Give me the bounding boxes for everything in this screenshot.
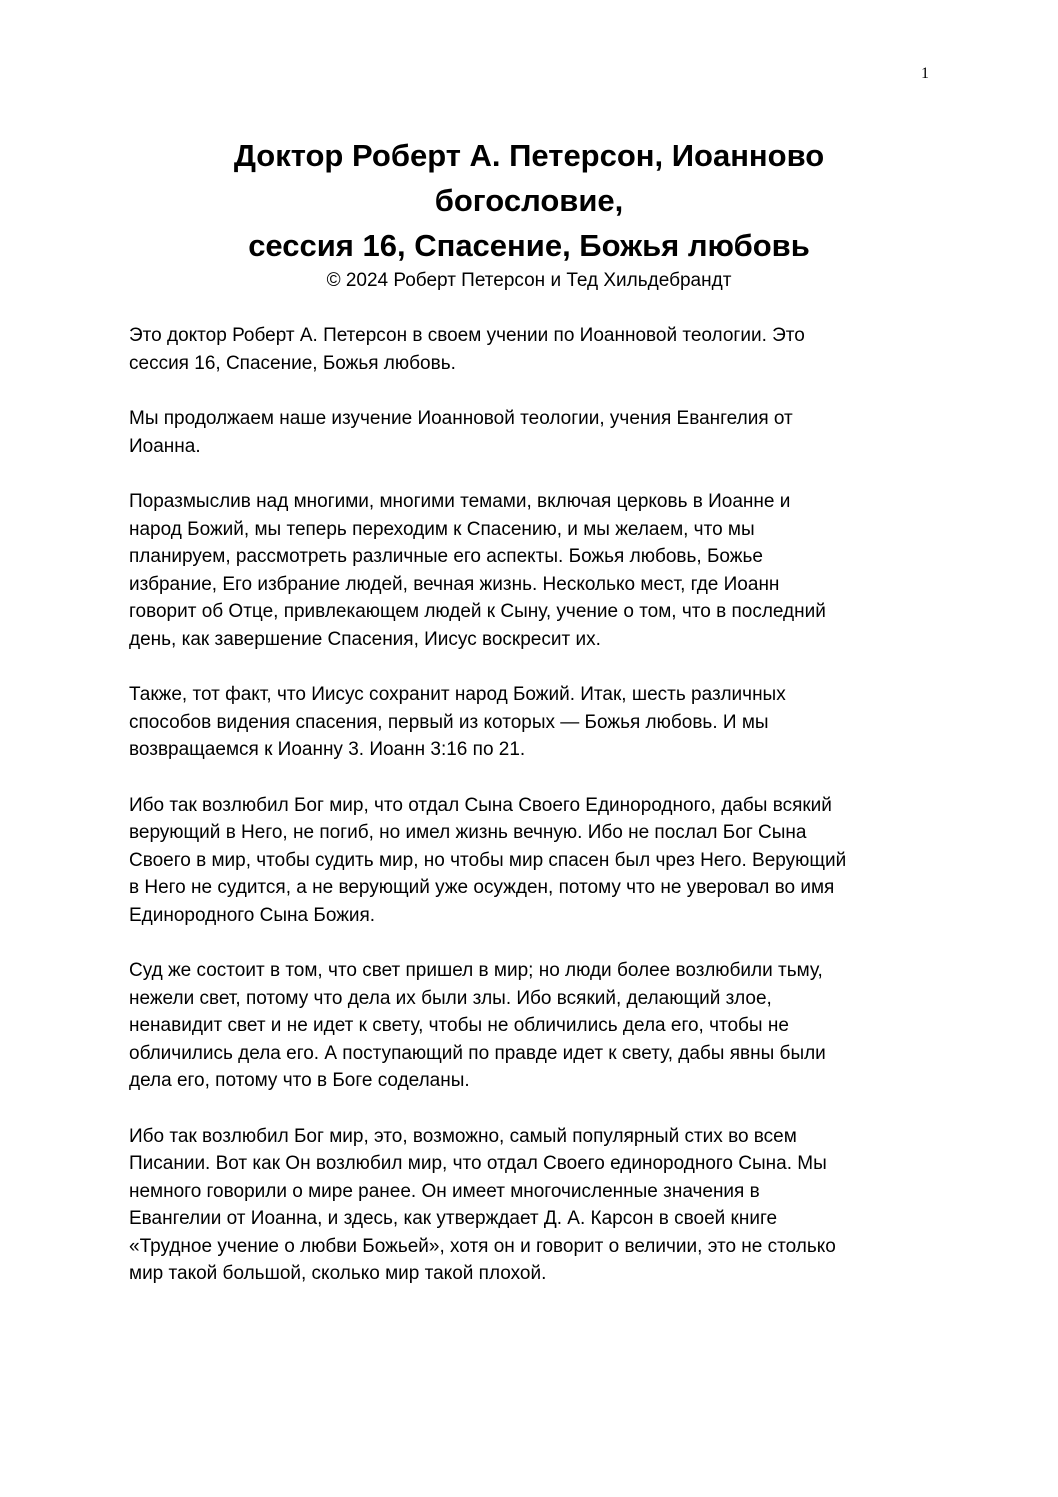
text-line: «Трудное учение о любви Божьей», хотя он и говорит о величии, это не столько bbox=[129, 1235, 836, 1257]
page-number: 1 bbox=[921, 65, 929, 82]
text-line: Поразмыслив над многими, многими темами, включая церковь в Иоанне и bbox=[129, 491, 791, 512]
text-line: Ибо так возлюбил Бог мир, это, возможно, самый популярный стих во всем bbox=[129, 1125, 797, 1147]
text-line: мир такой большой, сколько мир такой плохой. bbox=[129, 1263, 547, 1284]
title-line-3: сессия 16, Спасение, Божья любовь bbox=[248, 228, 810, 263]
text-line: Писании. Вот как Он возлюбил мир, что отдал Своего единородного Сына. Мы bbox=[129, 1153, 827, 1174]
text-line: Ибо так возлюбил Бог мир, что отдал Сына Своего Единородного, дабы всякий bbox=[129, 794, 832, 816]
text-line: народ Божий, мы теперь переходим к Спасению, и мы желаем, что мы bbox=[129, 518, 755, 540]
text-line: говорит об Отце, привлекающем людей к Сыну, учение о том, что в последний bbox=[129, 601, 826, 622]
text-line: Мы продолжаем наше изучение Иоанновой теологии, учения Евангелия от bbox=[129, 408, 793, 429]
text-line: день, как завершение Спасения, Иисус воскресит их. bbox=[129, 628, 601, 650]
title-block bbox=[100, 133, 958, 294]
text-line: Также, тот факт, что Иисус сохранит народ Божий. Итак, шесть различных bbox=[129, 684, 786, 705]
text-line: способов видения спасения, первый из которых — Божья любовь. И мы bbox=[129, 711, 769, 733]
text-line: Суд же состоит в том, что свет пришел в мир; но люди более возлюбили тьму, bbox=[129, 960, 823, 981]
title-line-2: богословие, bbox=[434, 183, 624, 218]
text-line: возвращаемся к Иоанну 3. Иоанн 3:16 по 21. bbox=[129, 739, 526, 760]
text-line: нежели свет, потому что дела их были злы. Ибо всякий, делающий злое, bbox=[129, 987, 772, 1009]
text-line: Это доктор Роберт А. Петерсон в своем учении по Иоанновой теологии. Это bbox=[129, 325, 805, 346]
paragraph-7 bbox=[129, 1123, 929, 1288]
text-line: верующий в Него, не погиб, но имел жизнь вечную. Ибо не послал Бог Сына bbox=[129, 822, 807, 843]
text-line: избрание, Его избрание людей, вечная жизнь. Несколько мест, где Иоанн bbox=[129, 573, 780, 595]
paragraph-3 bbox=[129, 488, 929, 653]
title-line-1: Доктор Роберт А. Петерсон, Иоанново bbox=[233, 138, 825, 173]
paragraph-4 bbox=[129, 681, 929, 764]
text-line: Евангелии от Иоанна, и здесь, как утверждает Д. А. Карсон в своей книге bbox=[129, 1208, 778, 1229]
text-line: Иоанна. bbox=[129, 435, 201, 457]
paragraph-1 bbox=[129, 322, 929, 377]
text-line: дела его, потому что в Боге соделаны. bbox=[129, 1070, 470, 1091]
paragraph-6 bbox=[129, 957, 929, 1095]
text-line: сессия 16, Спасение, Божья любовь. bbox=[129, 352, 456, 374]
text-line: ненавидит свет и не идет к свету, чтобы не обличились дела его, чтобы не bbox=[129, 1015, 789, 1036]
document-body bbox=[129, 322, 929, 1316]
text-line: Единородного Сына Божия. bbox=[129, 904, 376, 926]
paragraph-5 bbox=[129, 792, 929, 930]
paragraph-2 bbox=[129, 405, 929, 460]
text-line: Своего в мир, чтобы судить мир, но чтобы мир спасен был чрез Него. Верующий bbox=[129, 849, 847, 871]
copyright-line: © 2024 Роберт Петерсон и Тед Хильдебрандт bbox=[326, 270, 732, 291]
text-line: немного говорили о мире ранее. Он имеет многочисленные значения в bbox=[129, 1180, 760, 1202]
text-line: в Него не судится, а не верующий уже осужден, потому что не уверовал во имя bbox=[129, 877, 835, 898]
text-line: обличились дела его. А поступающий по правде идет к свету, дабы явны были bbox=[129, 1042, 826, 1064]
text-line: планируем, рассмотреть различные его аспекты. Божья любовь, Божье bbox=[129, 546, 763, 567]
